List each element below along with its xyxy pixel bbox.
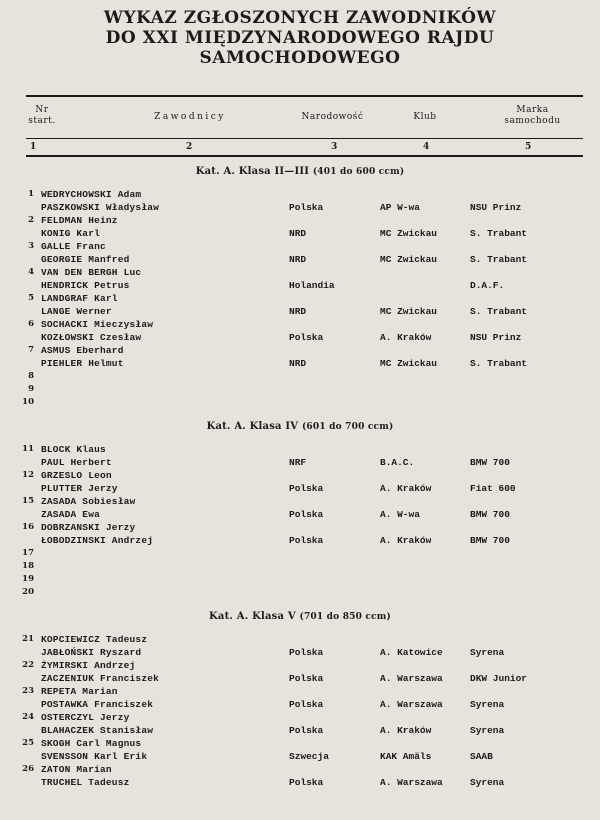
table-row <box>0 318 600 331</box>
nationality: Polska <box>289 509 324 520</box>
car-make: Syrena <box>470 647 505 658</box>
club: MC Zwickau <box>380 306 438 317</box>
start-number: 20 <box>22 587 34 597</box>
column-number-1: 1 <box>30 142 37 152</box>
entry-list <box>0 633 600 789</box>
table-row <box>0 482 600 495</box>
section-heading: Kat. A. Klasa IV (601 do 700 ccm) <box>206 421 394 432</box>
competitor-name: SVENSSON Karl Erik <box>41 751 148 762</box>
nationality: Szwecja <box>289 751 329 762</box>
document-title: WYKAZ ZGŁOSZONYCH ZAWODNIKÓW DO XXI MIĘDZYNARODOWEGO RAJDU SAMOCHODOWEGO <box>103 8 497 68</box>
table-row <box>0 456 600 469</box>
start-number: 8 <box>28 371 34 381</box>
table-row <box>0 188 600 201</box>
section-heading: Kat. A. Klasa V (701 do 850 ccm) <box>209 611 391 622</box>
club: A. Warszawa <box>380 673 443 684</box>
competitor-name: ASMUS Eberhard <box>41 345 124 356</box>
car-make: NSU Prinz <box>470 202 522 213</box>
start-number: 25 <box>22 738 34 748</box>
table-row <box>0 508 600 521</box>
competitor-name: HENDRICK Petrus <box>41 280 130 291</box>
club: A. Kraków <box>380 483 432 494</box>
competitor-name: WEDRYCHOWSKI Adam <box>41 189 142 200</box>
start-number: 18 <box>22 561 34 571</box>
table-row <box>0 240 600 253</box>
competitor-name: ŁOBODZINSKI Andrzej <box>41 535 154 546</box>
car-make: Fiat 600 <box>470 483 516 494</box>
competitor-name: FELDMAN Heinz <box>41 215 118 226</box>
car-make: S. Trabant <box>470 306 528 317</box>
table-row <box>0 383 600 396</box>
competitor-name: KOZŁOWSKI Czesław <box>41 332 142 343</box>
competitor-name: PASZKOWSKI Władysław <box>41 202 160 213</box>
table-row <box>0 672 600 685</box>
column-number-4: 4 <box>423 142 430 152</box>
nationality: NRD <box>289 228 307 239</box>
start-number: 9 <box>28 384 34 394</box>
nationality: Polska <box>289 535 324 546</box>
competitor-name: ZASADA Sobiesław <box>41 496 136 507</box>
table-row <box>0 560 600 573</box>
nationality: Polska <box>289 483 324 494</box>
nationality: Polska <box>289 647 324 658</box>
table-row <box>0 443 600 456</box>
club: KAK Amäls <box>380 751 432 762</box>
table-row <box>0 685 600 698</box>
start-number: 19 <box>22 574 34 584</box>
table-row <box>0 659 600 672</box>
table-row <box>0 698 600 711</box>
nationality: Polska <box>289 202 324 213</box>
table-row <box>0 266 600 279</box>
car-make: BMW 700 <box>470 535 510 546</box>
column-number-rule <box>26 155 583 157</box>
start-number: 2 <box>28 215 34 225</box>
header-klub: Klub <box>413 112 437 122</box>
car-make: Syrena <box>470 777 505 788</box>
start-number: 6 <box>28 319 34 329</box>
nationality: Polska <box>289 725 324 736</box>
nationality: NRD <box>289 358 307 369</box>
competitor-name: PLUTTER Jerzy <box>41 483 118 494</box>
competitor-name: KOPCIEWICZ Tadeusz <box>41 634 148 645</box>
club: A. Warszawa <box>380 777 443 788</box>
club: A. Katowice <box>380 647 443 658</box>
competitor-name: VAN DEN BERGH Luc <box>41 267 142 278</box>
table-row <box>0 344 600 357</box>
table-row <box>0 227 600 240</box>
car-make: DKW Junior <box>470 673 528 684</box>
table-row <box>0 750 600 763</box>
table-row <box>0 357 600 370</box>
competitor-name: SOCHACKI Mieczysław <box>41 319 154 330</box>
competitor-name: LANDGRAF Karl <box>41 293 118 304</box>
table-row <box>0 586 600 599</box>
competitor-name: ZASADA Ewa <box>41 509 101 520</box>
competitor-name: ZATON Marian <box>41 764 112 775</box>
table-row <box>0 201 600 214</box>
table-row <box>0 495 600 508</box>
start-number: 12 <box>22 470 34 480</box>
table-row <box>0 646 600 659</box>
competitor-name: PAUL Herbert <box>41 457 112 468</box>
car-make: Syrena <box>470 699 505 710</box>
club: B.A.C. <box>380 457 415 468</box>
table-row <box>0 292 600 305</box>
competitor-name: DOBRZANSKI Jerzy <box>41 522 136 533</box>
nationality: NRD <box>289 306 307 317</box>
table-row <box>0 737 600 750</box>
table-row <box>0 547 600 560</box>
top-rule <box>26 95 583 97</box>
table-row <box>0 763 600 776</box>
competitor-name: GRZESLO Leon <box>41 470 112 481</box>
entry-list <box>0 443 600 599</box>
table-row <box>0 633 600 646</box>
column-number-3: 3 <box>331 142 338 152</box>
start-number: 4 <box>28 267 34 277</box>
competitor-name: BLOCK Klaus <box>41 444 106 455</box>
start-number: 24 <box>22 712 34 722</box>
start-number: 15 <box>22 496 34 506</box>
column-number-2: 2 <box>186 142 193 152</box>
car-make: BMW 700 <box>470 509 510 520</box>
car-make: S. Trabant <box>470 254 528 265</box>
nationality: Polska <box>289 673 324 684</box>
club: A. Kraków <box>380 535 432 546</box>
start-number: 16 <box>22 522 34 532</box>
table-row <box>0 331 600 344</box>
table-row <box>0 253 600 266</box>
competitor-name: GEORGIE Manfred <box>41 254 130 265</box>
nationality: Polska <box>289 699 324 710</box>
club: A. Kraków <box>380 332 432 343</box>
start-number: 3 <box>28 241 34 251</box>
competitor-name: JABŁOŃSKI Ryszard <box>41 647 142 658</box>
nationality: Holandia <box>289 280 335 291</box>
table-row <box>0 534 600 547</box>
competitor-name: SKOGH Carl Magnus <box>41 738 142 749</box>
entry-list <box>0 188 600 409</box>
competitor-name: LANGE Werner <box>41 306 112 317</box>
column-number-5: 5 <box>525 142 532 152</box>
nationality: Polska <box>289 777 324 788</box>
competitor-name: TRUCHEL Tadeusz <box>41 777 130 788</box>
competitor-name: POSTAWKA Franciszek <box>41 699 154 710</box>
club: A. W-wa <box>380 509 420 520</box>
table-row <box>0 521 600 534</box>
competitor-name: GALLE Franc <box>41 241 106 252</box>
header-marka: Marka samochodu <box>504 105 561 126</box>
table-row <box>0 469 600 482</box>
club: MC Zwickau <box>380 358 438 369</box>
car-make: SAAB <box>470 751 493 762</box>
car-make: BMW 700 <box>470 457 510 468</box>
start-number: 22 <box>22 660 34 670</box>
competitor-name: PIEHLER Helmut <box>41 358 124 369</box>
club: MC Zwickau <box>380 254 438 265</box>
nationality: NRF <box>289 457 307 468</box>
car-make: S. Trabant <box>470 358 528 369</box>
header-nr: Nr start. <box>28 105 56 126</box>
start-number: 7 <box>28 345 34 355</box>
club: AP W-wa <box>380 202 420 213</box>
header-narodowosc: Narodowość <box>301 112 364 122</box>
competitor-name: KONIG Karl <box>41 228 101 239</box>
car-make: S. Trabant <box>470 228 528 239</box>
competitor-name: BLAHACZEK Stanisław <box>41 725 154 736</box>
start-number: 21 <box>22 634 34 644</box>
start-number: 23 <box>22 686 34 696</box>
car-make: NSU Prinz <box>470 332 522 343</box>
start-number: 10 <box>22 397 34 407</box>
nationality: Polska <box>289 332 324 343</box>
section-heading: Kat. A. Klasa II—III (401 do 600 ccm) <box>195 166 405 177</box>
club: A. Warszawa <box>380 699 443 710</box>
table-row <box>0 279 600 292</box>
competitor-name: REPETA Marian <box>41 686 118 697</box>
car-make: Syrena <box>470 725 505 736</box>
competitor-name: ŻYMIRSKI Andrzej <box>41 660 136 671</box>
table-row <box>0 396 600 409</box>
car-make: D.A.F. <box>470 280 505 291</box>
table-row <box>0 711 600 724</box>
table-row <box>0 370 600 383</box>
start-number: 26 <box>22 764 34 774</box>
table-row <box>0 214 600 227</box>
club: MC Zwickau <box>380 228 438 239</box>
header-rule <box>26 138 583 139</box>
header-zawodnicy: Zawodnicy <box>154 112 226 122</box>
table-row <box>0 776 600 789</box>
start-number: 17 <box>22 548 34 558</box>
table-row <box>0 305 600 318</box>
club: A. Kraków <box>380 725 432 736</box>
competitor-name: OSTERCZYL Jerzy <box>41 712 130 723</box>
table-row <box>0 724 600 737</box>
table-row <box>0 573 600 586</box>
nationality: NRD <box>289 254 307 265</box>
start-number: 11 <box>22 444 34 454</box>
start-number: 5 <box>28 293 34 303</box>
competitor-name: ZACZENIUK Franciszek <box>41 673 160 684</box>
start-number: 1 <box>28 189 34 199</box>
